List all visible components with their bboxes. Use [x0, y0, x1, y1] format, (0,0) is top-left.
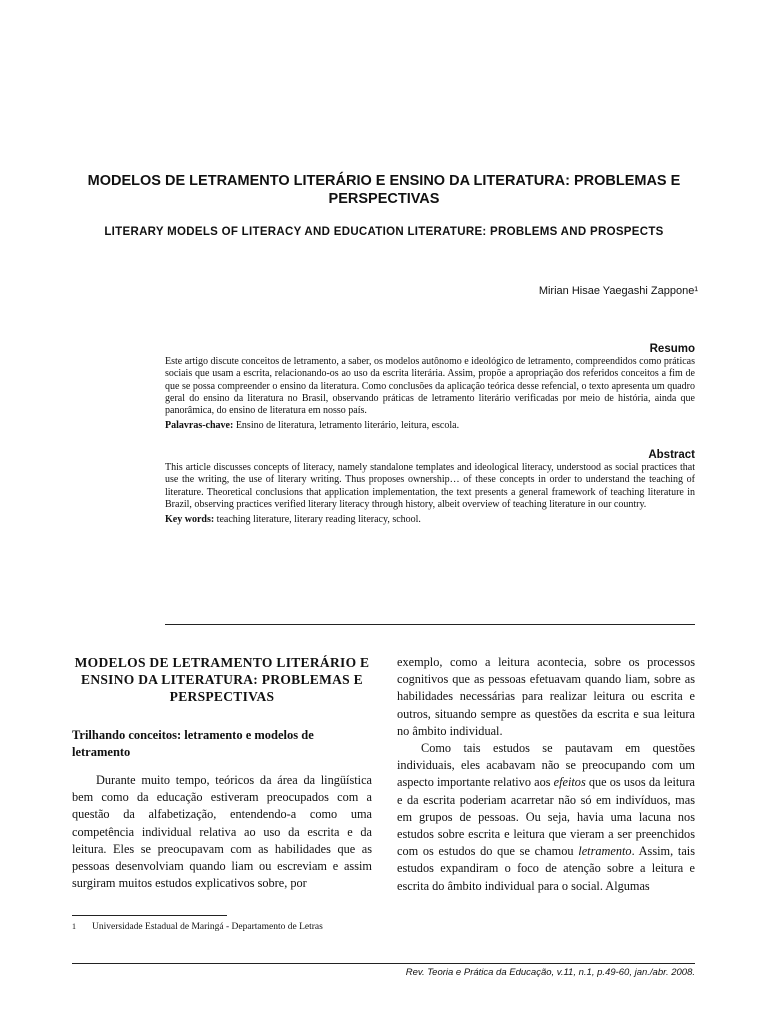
footnote [72, 922, 382, 932]
resumo-block [165, 343, 695, 432]
section-title: MODELOS DE LETRAMENTO LITERÁRIO E ENSINO DA LITERATURA: PROBLEMAS E PERSPECTIVAS [74, 655, 370, 704]
abstract-heading: Abstract [648, 449, 695, 461]
body-paragraph: exemplo, como a leitura acontecia, sobre os processos cognitivos que as pessoas efetuavam quando liam, sobre as habilidades necessárias para realizar leitura ou escrita e outros, situando sempre as questões da escrita e sua leitura no âmbito individual. [397, 655, 695, 738]
footnote-text: Universidade Estadual de Maringá - Departamento de Letras [92, 922, 323, 932]
body-paragraph [397, 740, 695, 895]
text-run: Como tais estudos se pautavam em questões individuais, eles acabavam não se preocupando com um aspecto importante relativo aos [397, 741, 695, 790]
abstract-keywords-text: teaching literature, literary reading literacy, school. [214, 514, 421, 526]
abstract-keywords-label: Key words: [165, 514, 215, 526]
resumo-heading: Resumo [649, 343, 695, 355]
resumo-keywords-label: Palavras-chave: [165, 420, 234, 432]
abstract-text: This article discusses concepts of literacy, namely standalone templates and ideological literacy, understood as social practices that use the writing, the use of literary writing. Thus proposes ownership… of these concepts in order to understand the teaching of literature. Theoretical conclusions that application implementation, the text presents a general framework of teaching literature in Brazil, observing practices verified literary literacy through history, albeit overview of teaching literature in our country. [165, 462, 695, 510]
text-run: . Assim, tais estudos expandiram o foco de atenção sobre a leitura e escrita do âmbito individual para o social. Algumas [397, 844, 695, 893]
article-title-en: LITERARY MODELS OF LITERACY AND EDUCATION LITERATURE: PROBLEMS AND PROSPECTS [104, 226, 664, 238]
abstract-keywords [165, 514, 695, 526]
footnote-rule [72, 915, 227, 916]
emphasis-efeitos: efeitos [553, 775, 586, 790]
divider-rule [165, 624, 695, 625]
subsection-title: Trilhando conceitos: letramento e modelos de letramento [72, 728, 314, 759]
resumo-keywords [165, 420, 695, 432]
abstract-block [165, 449, 695, 526]
resumo-keywords-text: Ensino de literatura, letramento literário, leitura, escola. [233, 420, 460, 432]
right-column [397, 654, 695, 895]
body-paragraph: Durante muito tempo, teóricos da área da lingüística bem como da educação estiveram preocupados com a questão da alfabetização, entendendo-a como uma competência individual relativa ao uso da escrita e da leitura. Eles se preocupavam com as habilidades que as pessoas desenvolviam quando liam ou escreviam e assim surgiram muitos estudos explicativos sobre, por [72, 773, 372, 891]
article-title-pt: MODELOS DE LETRAMENTO LITERÁRIO E ENSINO DA LITERATURA: PROBLEMAS E PERSPECTIVAS [87, 173, 681, 207]
journal-citation: Rev. Teoria e Prática da Educação, v.11, n.1, p.49-60, jan./abr. 2008. [405, 967, 695, 978]
footer-rule [72, 963, 695, 964]
resumo-text: Este artigo discute conceitos de letramento, a saber, os modelos autônomo e ideológico de letramento, compreendidos como práticas sociais que usam a escrita, relacionando-os ao uso da escrita literária. Assim, propõe a apropriação dos referidos conceitos a fim de que se possa compreender o ensino da literatura. Como conclusões da aplicação teórica desse refencial, o texto apresenta um quadro geral do ensino da literatura no Brasil, observando práticas de letramento literário verificadas por meio de história, ainda que panorâmica, do ensino de literatura em nosso país. [165, 356, 695, 417]
emphasis-letramento: letramento [578, 844, 632, 859]
author-name: Mirian Hisae Yaegashi Zappone¹ [538, 285, 698, 297]
text-run: que os usos da leitura e da escrita poderiam acarretar não só em indivíduos, mas em grupos de pessoas. Ou seja, havia uma lacuna nos estudos sobre escrita e leitura que vieram a ser preenchidos com os estudos do que se chamou [397, 775, 695, 859]
footnote-mark: 1 [72, 922, 76, 931]
left-column [72, 654, 372, 892]
